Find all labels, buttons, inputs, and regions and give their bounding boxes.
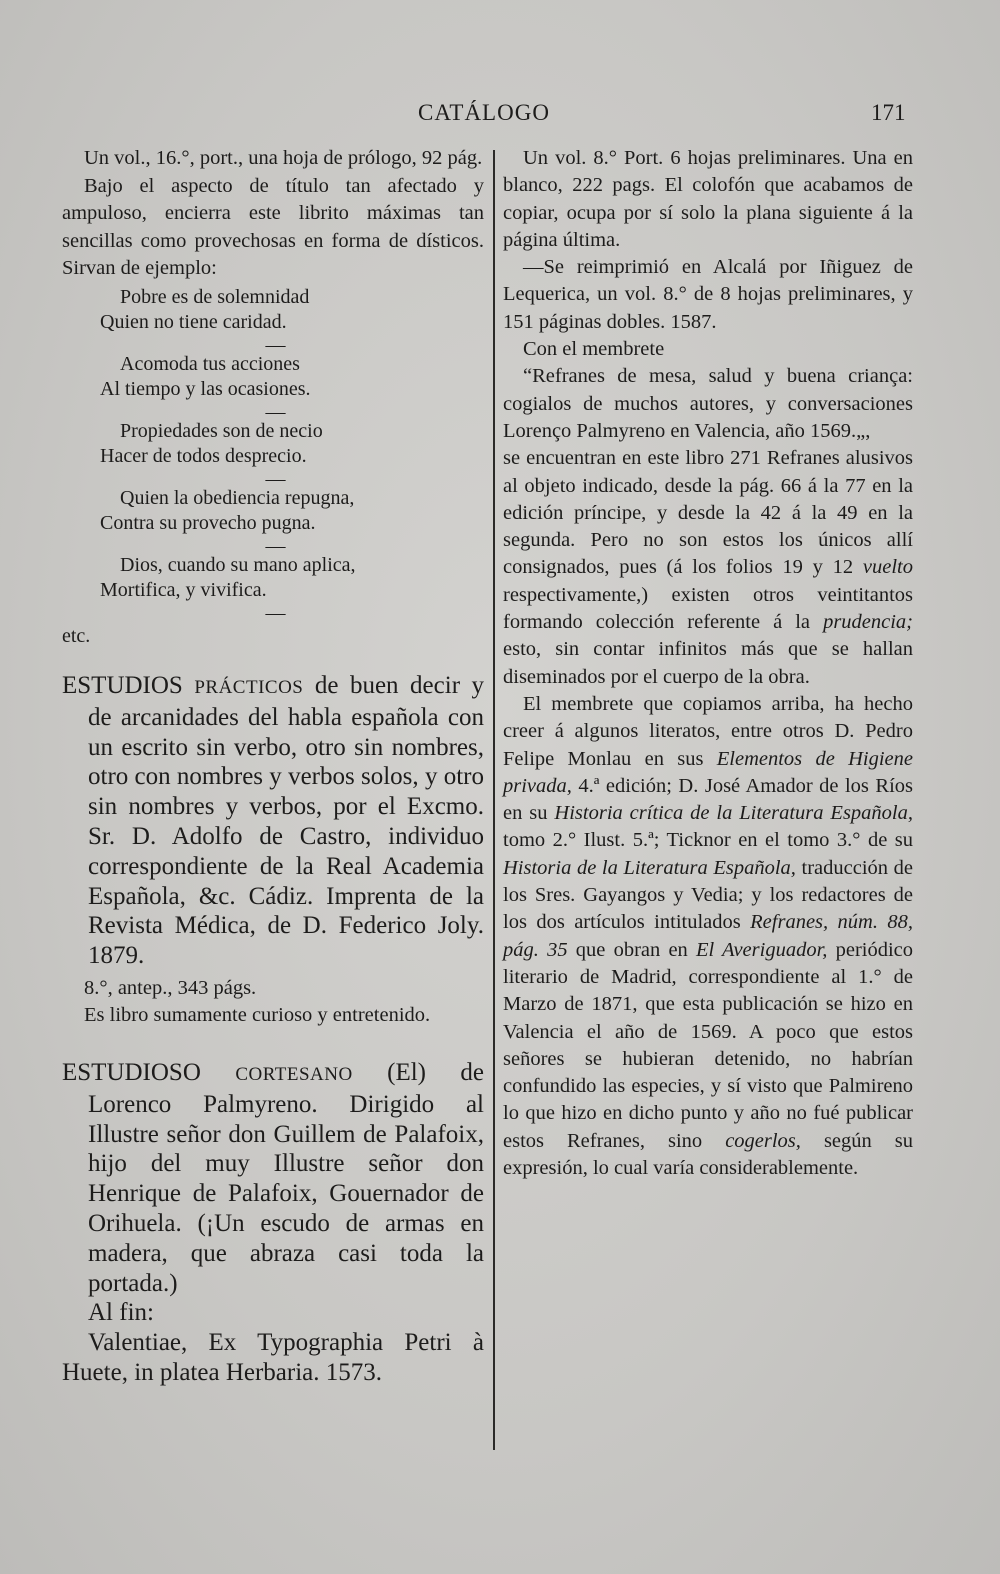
entry-notes-estudios <box>62 975 484 1030</box>
verse-line: Propiedades son de necio <box>120 419 323 442</box>
italic-run: vuelto <box>862 556 913 579</box>
etc-text: etc. <box>62 624 91 647</box>
paragraph-6 <box>503 691 913 1182</box>
text-run: según su expresión, lo cual varía considerablemente. <box>503 1129 914 1179</box>
verse-separator: — <box>265 333 286 356</box>
right-column <box>503 145 913 1182</box>
entry-headword: ESTUDIOS <box>62 672 183 699</box>
verse-line: Al tiempo y las ocasiones. <box>100 378 311 400</box>
entry-body: de buen decir y de arcanidades del habla española con un escrito sin verbo, otro sin nombres, otro con nombres y verbos solos, y otro sin nombres y verbos, por el Excmo. Sr. D. Adolfo de Castro, individuo correspondiente de la Real Academia Española, &c. Cádiz. Imprenta de la Revista Médica, de D. Federico Joly. 1879. <box>88 672 485 970</box>
column-divider <box>493 150 495 1450</box>
verse-5 <box>62 553 484 624</box>
italic-run: Historia crítica de la Literatura Española, <box>554 802 914 825</box>
italic-run: El Averiguador, <box>696 938 828 961</box>
page-number: 171 <box>871 100 906 125</box>
italic-run: cogerlos, <box>725 1129 801 1152</box>
paragraph-4: “Refranes de mesa, salud y buena criança: cogialos de muchos autores, y conversaciones Lorenço Palmyreno en Valencia, año 1569.„, <box>503 365 913 442</box>
catalog-entry-estudios <box>62 671 484 971</box>
text-run: periódico literario de Madrid, correspondiente al 1.° de Marzo de 1871, que esta publicación se hizo en Valencia el año de 1569. A poco que estos señores se hubieran detenido, no habrían confundido las especies, y sí visto que Palmireno lo que hizo en dicho punto y año no fué publicar estos Refranes, sino <box>503 938 914 1152</box>
entry-note: Es libro sumamente curioso y entretenido. <box>84 1004 431 1027</box>
italic-run: Elementos de Higiene privada, <box>503 747 913 797</box>
italic-run: Refranes, núm. 88, pág. 35 <box>503 911 914 961</box>
colophon-text: Valentiae, Ex Typographia Petri à Huete, in platea Herbaria. 1573. <box>62 1329 484 1386</box>
verse-line: Contra su provecho pugna. <box>100 512 316 534</box>
verse-separator: — <box>265 534 286 557</box>
entry-colophon-block <box>62 1298 484 1387</box>
entry-headword: ESTUDIOSO <box>62 1058 201 1086</box>
verse-line: Hacer de todos desprecio. <box>100 445 307 467</box>
verse-separator: — <box>265 467 286 490</box>
text-run: que obran en <box>575 938 688 961</box>
paragraph-2: —Se reimprimió en Alcalá por Iñiguez de Lequerica, un vol. 8.° de 8 hojas preliminares, y 151 páginas dobles. 1587. <box>503 256 913 333</box>
entry-headword-smallcaps: CORTESANO <box>235 1063 353 1085</box>
text-run: respectivamente,) existen otros veintitantos formando colección referente á la <box>503 583 913 634</box>
verse-separator: — <box>265 400 286 423</box>
left-column <box>62 145 484 1388</box>
intro-block <box>62 145 484 283</box>
verse-2 <box>62 352 484 423</box>
verse-line: Quien no tiene caridad. <box>100 311 287 333</box>
verse-4 <box>62 486 484 557</box>
running-header <box>0 100 1000 134</box>
paragraph-5 <box>503 445 913 691</box>
text-run: se encuentran en este libro 271 Refranes alusivos al objeto indicado, desde la pág. 66 á la 77 en la edición príncipe, y desde la 42 á la 49 en la segunda. Pero no son estos los únicos allí consignados, pues (á los folios 19 y 12 <box>503 447 913 579</box>
right-text <box>503 145 913 1182</box>
italic-run: Historia de la Literatura Española, <box>503 856 796 879</box>
text-run: 4.ª edición; D. José Amador de los Ríos en su <box>503 774 913 825</box>
text-run: El membrete que copiamos arriba, ha hecho creer á algunos literatos, entre otros D. Pedro Felipe Monlau en sus <box>503 692 913 770</box>
paragraph-3: Con el membrete <box>523 338 665 361</box>
verse-list <box>62 285 484 650</box>
verse-line: Pobre es de solemnidad <box>120 285 310 308</box>
catalog-entry-estudioso <box>62 1058 484 1298</box>
entry-title-block <box>62 1058 484 1298</box>
verse-1 <box>62 285 484 356</box>
intro-description: Un vol., 16.°, port., una hoja de prólogo, 92 pág. <box>84 147 483 169</box>
text-run: tomo 2.° Ilust. 5.ª; Ticknor en el tomo 3.° de su <box>503 829 913 852</box>
verse-separator: — <box>265 601 286 624</box>
intro-commentary: Bajo el aspecto de título tan afectado y ampuloso, encierra este librito máximas tan sencillas como provechosas en forma de dísticos. Sirvan de ejemplo: <box>62 174 484 279</box>
entry-headword-smallcaps: PRÁCTICOS <box>194 677 304 698</box>
entry-physical-description: 8.°, antep., 343 págs. <box>84 976 257 999</box>
verse-line: Acomoda tus acciones <box>120 352 300 375</box>
verse-line: Mortifica, y vivifica. <box>100 579 267 601</box>
verse-line: Quien la obediencia repugna, <box>120 486 355 509</box>
paragraph-1: Un vol. 8.° Port. 6 hojas preliminares. Una en blanco, 222 pags. El colofón que acabamos de copiar, ocupa por sí solo la plana siguiente á la página última. <box>503 147 913 251</box>
al-fin-label: Al fin: <box>88 1299 154 1327</box>
entry-body: (El) de Lorenco Palmyreno. Dirigido al Illustre señor don Guillem de Palafoix, hijo del muy Illustre señor don Henrique de Palafoix, Gouernador de Orihuela. (¡Un escudo de armas en madera, que abraza casi toda la portada.) <box>88 1058 485 1297</box>
entry-title-block <box>62 671 484 971</box>
text-run: traducción de los Sres. Gayangos y Vedia; y los redactores de los dos artículos intitulados <box>503 856 913 934</box>
running-title: CATÁLOGO <box>418 100 550 125</box>
verse-line: Dios, cuando su mano aplica, <box>120 553 356 576</box>
verse-3 <box>62 419 484 490</box>
italic-run: prudencia; <box>823 611 914 634</box>
text-run: esto, sin contar infinitos más que se hallan diseminados por el cuerpo de la obra. <box>503 638 913 688</box>
